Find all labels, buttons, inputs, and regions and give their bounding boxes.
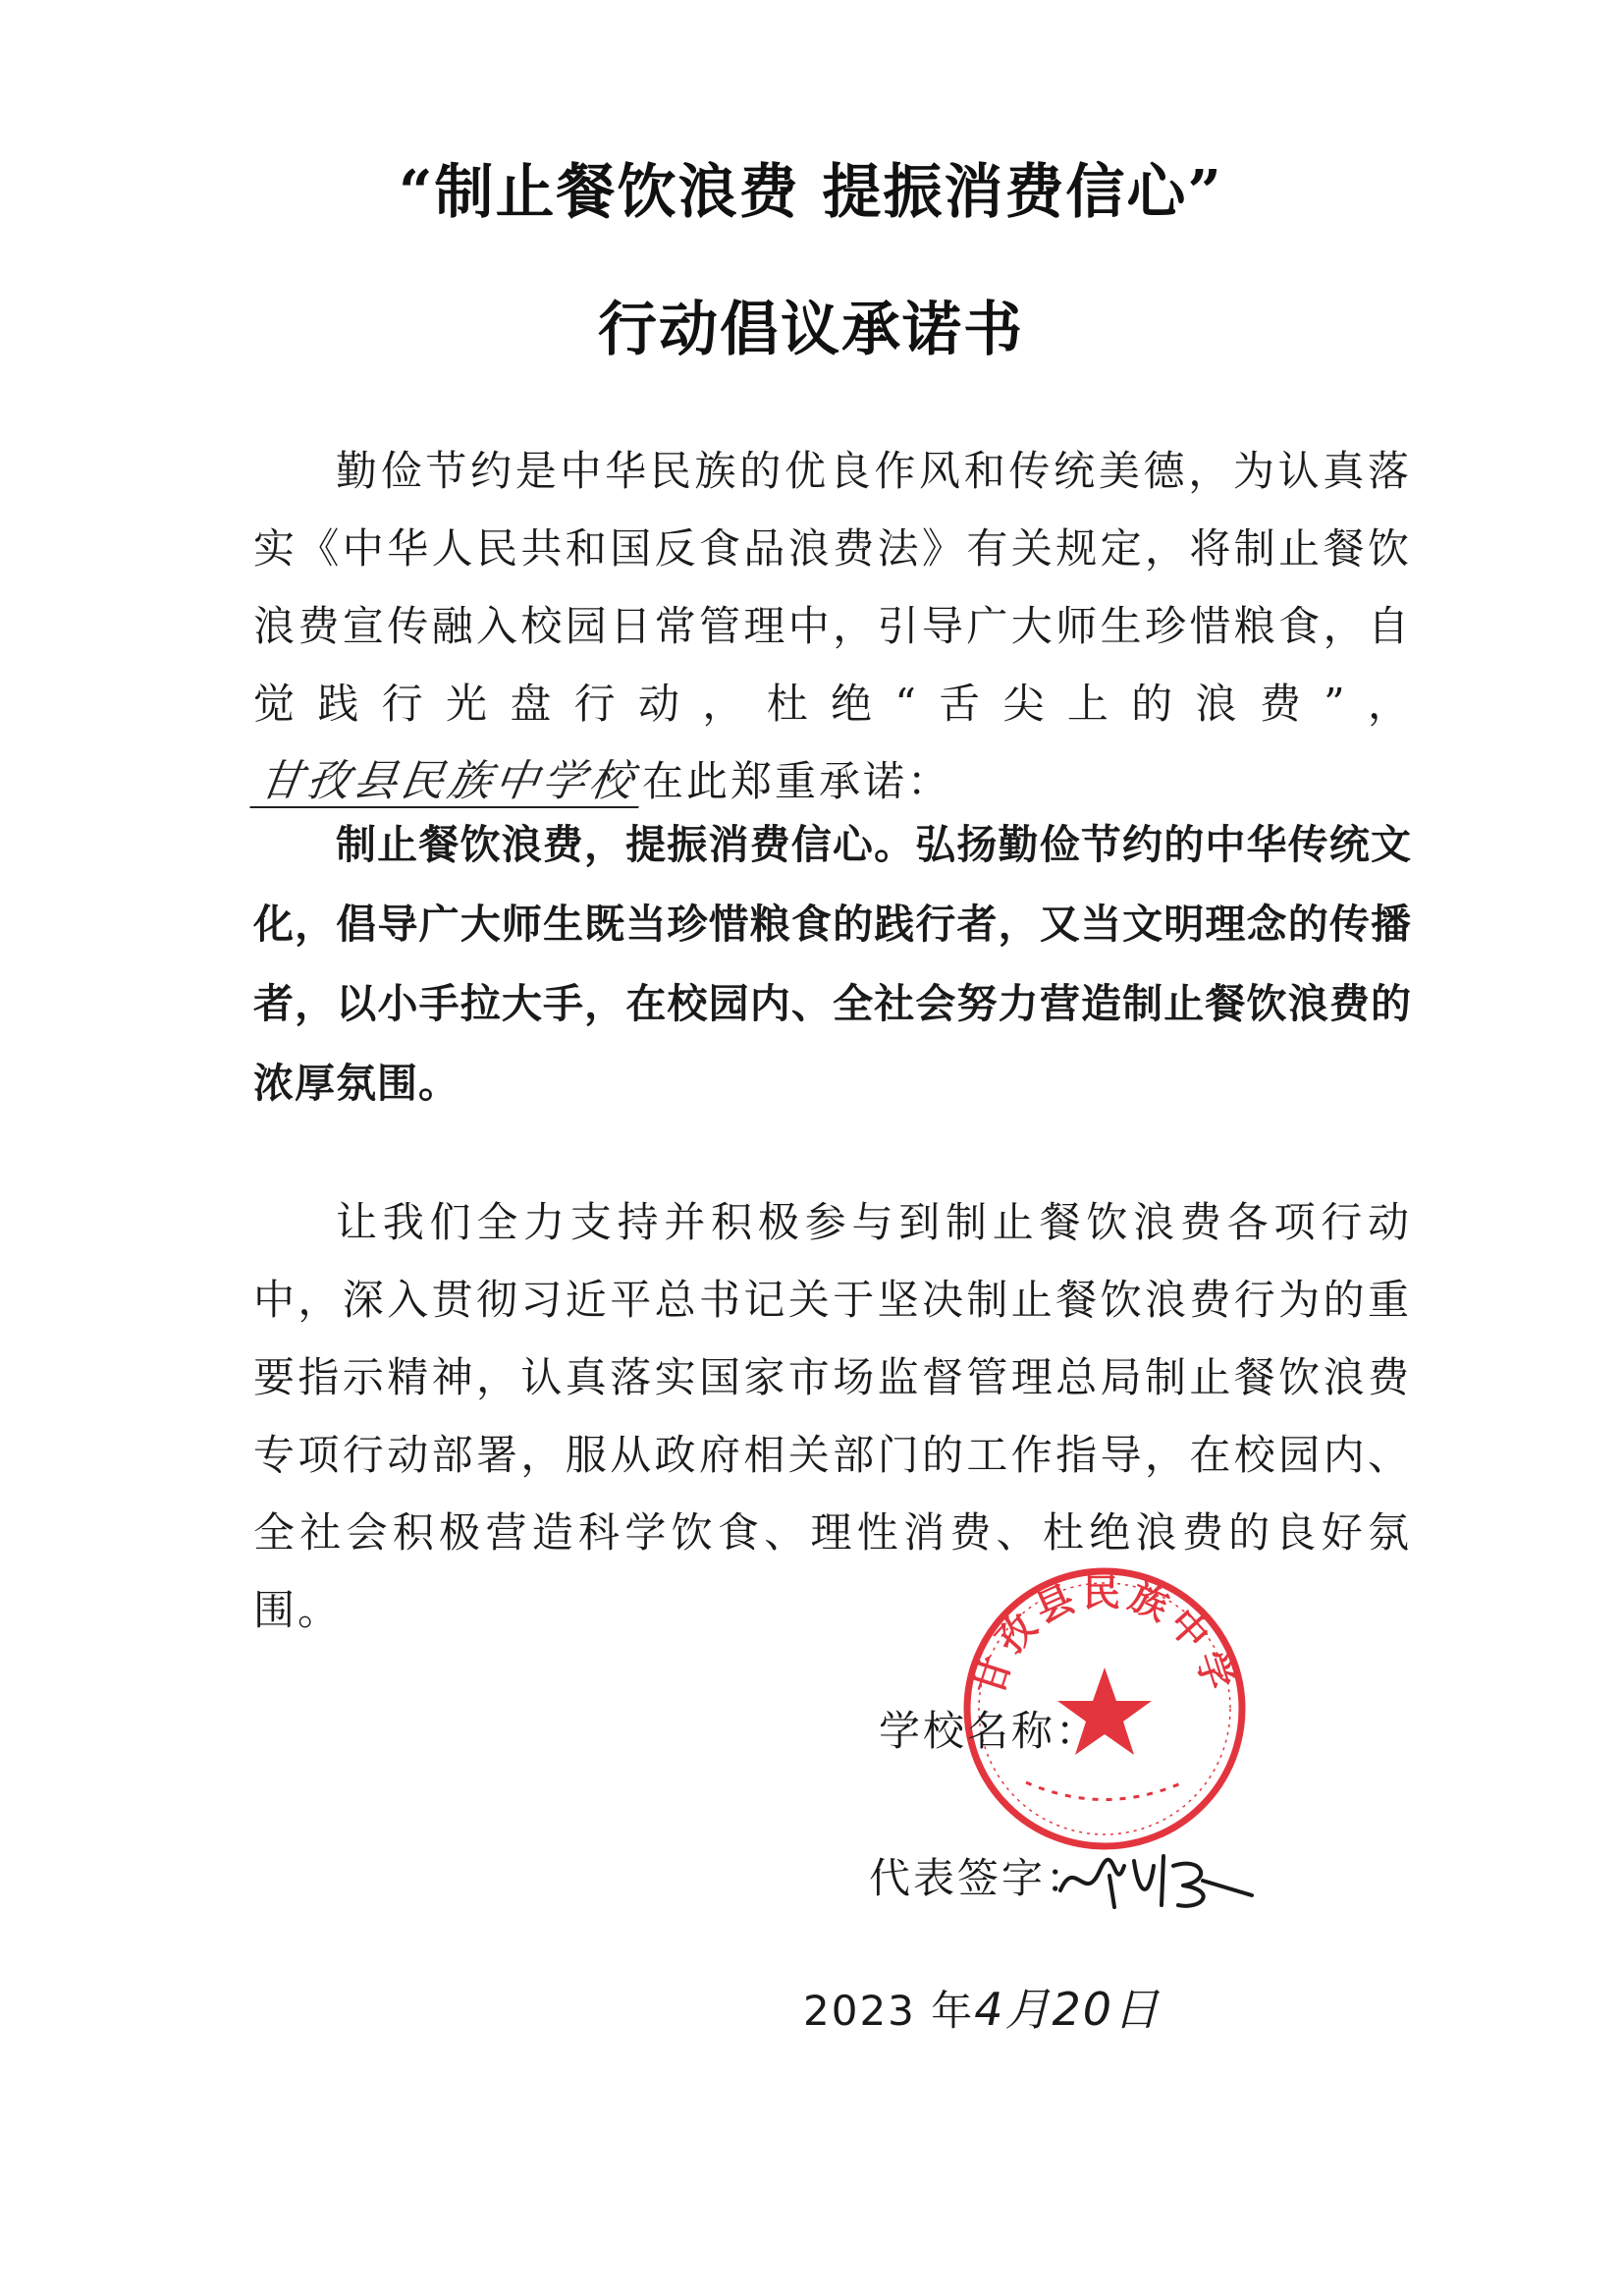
paragraph-intro-text: 勤俭节约是中华民族的优良作风和传统美德，为认真落实《中华人民共和国反食品浪费法》有关规定，将制止餐饮浪费宣传融入校园日常管理中，引导广大师生珍惜粮食，自觉践行光盘行动，杜绝“舌尖上的浪费”， <box>253 447 1412 728</box>
representative-signature-label: 代表签字： <box>869 1854 1091 1902</box>
paragraph-call-to-action: 让我们全力支持并积极参与到制止餐饮浪费各项行动中，深入贯彻习近平总书记关于坚决制止餐饮浪费行为的重要指示精神，认真落实国家市场监督管理总局制止餐饮浪费专项行动部署，服从政府相关部门的工作指导，在校园内、全社会积极营造科学饮食、理性消费、杜绝浪费的良好氛围。 <box>253 1198 1412 1634</box>
signing-date <box>803 1974 1161 2039</box>
seal-text: 甘孜县民族中学 <box>966 1570 1243 1701</box>
document-title-line1: “制止餐饮浪费 提振消费信心” <box>399 158 1223 227</box>
school-name-label: 学校名称： <box>879 1707 1101 1755</box>
handwritten-school-name: 甘孜县民族中学校 <box>249 757 645 808</box>
paragraph-intro-ending: 在此郑重承诺： <box>642 757 952 805</box>
date-year: 2023 年 <box>803 1987 975 2035</box>
handwritten-signature <box>1055 1836 1262 1915</box>
date-handwritten-month-day: 4月20日 <box>974 1983 1162 2036</box>
paragraph-commitment: 制止餐饮浪费，提振消费信心。弘扬勤俭节约的中华传统文化，倡导广大师生既当珍惜粮食的践行者，又当文明理念的传播者，以小手拉大手，在校园内、全社会努力营造制止餐饮浪费的浓厚氛围。 <box>253 821 1412 1107</box>
document-title-line2: 行动倡议承诺书 <box>598 296 1024 364</box>
paragraph-intro <box>253 432 1412 820</box>
